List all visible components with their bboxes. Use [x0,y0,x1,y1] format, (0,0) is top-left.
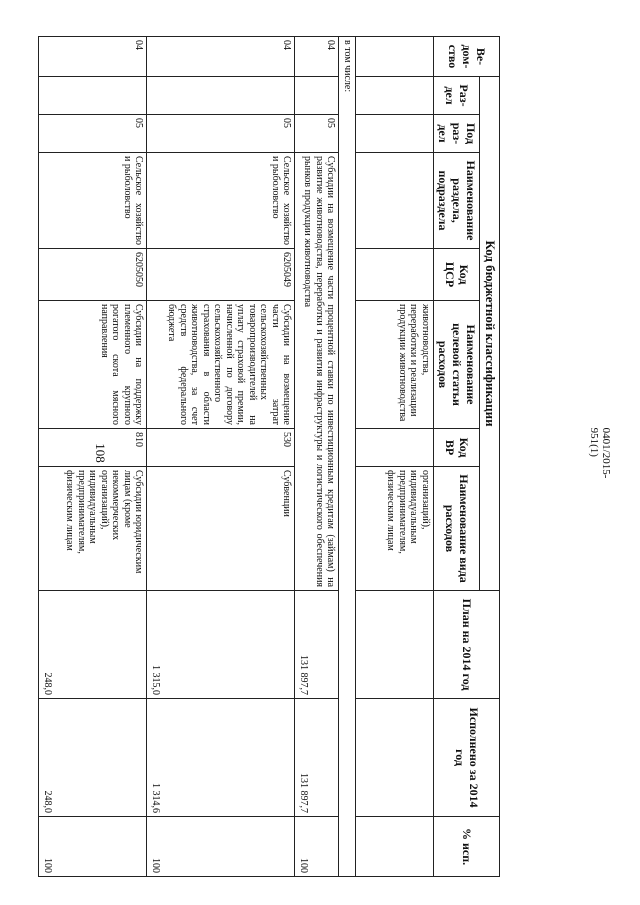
row4-plan: 248,0 [39,591,147,699]
document-code: 0401/2015-951(1) [588,427,612,479]
table-row [355,37,433,877]
row3-executed: 1 314,6 [147,699,295,817]
row3-csr-name: Субсидии на возмещение части затрат сельскохозяйственных товаропроизводителей на уплату страховой премии, начисленной по договору сельскохозяйственного страхования в области животноводства, за счет средств федерального бюджета [147,301,295,429]
row2-executed: 131 897,7 [295,699,339,817]
row3-vr-name: Субвенции [147,467,295,591]
row3-razdel-name: Сельское хозяйство и рыболовство [147,153,295,249]
row2-percent: 100 [295,817,339,877]
table-row [39,37,147,877]
header-budget-classification: Код бюджетной классификации [480,77,500,591]
header-executed: Исполнено за 2014 год [433,699,499,817]
row4-vr-name: Субсидии юридическим лицам (кроме некоммерческих организаций), индивидуальным предпринимателям, физическим лицам [39,467,147,591]
row0-vr-name: организаций), индивидуальным предпринимателям, физическим лицам [355,467,433,591]
row2-vedomstvo: 04 [295,37,339,77]
row3-csr-code: 6205049 [147,249,295,301]
table-row [295,37,339,877]
header-plan: План на 2014 год [433,591,499,699]
header-vr-name: Наименование вида расходов [433,467,479,591]
budget-table [38,36,500,877]
row3-plan: 1 315,0 [147,591,295,699]
row3-podrazdel: 05 [147,115,295,153]
row4-executed: 248,0 [39,699,147,817]
table-row [147,37,295,877]
row4-csr-name: Субсидии на поддержку племенного крупного рогатого скота мясного направления [39,301,147,429]
row2-podrazdel: 05 [295,115,339,153]
header-podrazdel: Под раз-дел [433,115,479,153]
header-razdel: Раз-дел [433,77,479,115]
v-tom-chisle-label: в том числе: [339,37,356,877]
row3-percent: 100 [147,817,295,877]
row2-plan: 131 897,7 [295,591,339,699]
row4-podrazdel: 05 [39,115,147,153]
header-vr-code: Код ВР [433,429,479,467]
header-vedomstvo: Ве-дом-ство [433,37,499,77]
row4-vr-code: 810 [39,429,147,467]
header-razdel-name: Наименование раздела, подраздела [433,153,479,249]
row4-csr-code: 6205050 [39,249,147,301]
row3-vr-code: 530 [147,429,295,467]
row2-description: Субсидии на возмещение части процентной ставки по инвестиционным кредитам (займам) на развитие животноводства, переработки и развития инфраструктуры и логистического обеспечения рынков продукции животноводства [295,153,339,591]
rotated-table-container [41,36,500,876]
header-csr-code: Код ЦСР [433,249,479,301]
row3-vedomstvo: 04 [147,37,295,77]
row4-razdel-name: Сельское хозяйство и рыболовство [39,153,147,249]
row0-csr-name: животноводства, переработки и реализации продукции животноводства [355,301,433,429]
header-csr-name: Наименование целевой статьи расходов [433,301,479,429]
table-row [339,37,356,877]
header-percent: % исп. [433,817,499,877]
page-number: 108 [93,443,108,463]
row4-percent: 100 [39,817,147,877]
row4-vedomstvo: 04 [39,37,147,77]
